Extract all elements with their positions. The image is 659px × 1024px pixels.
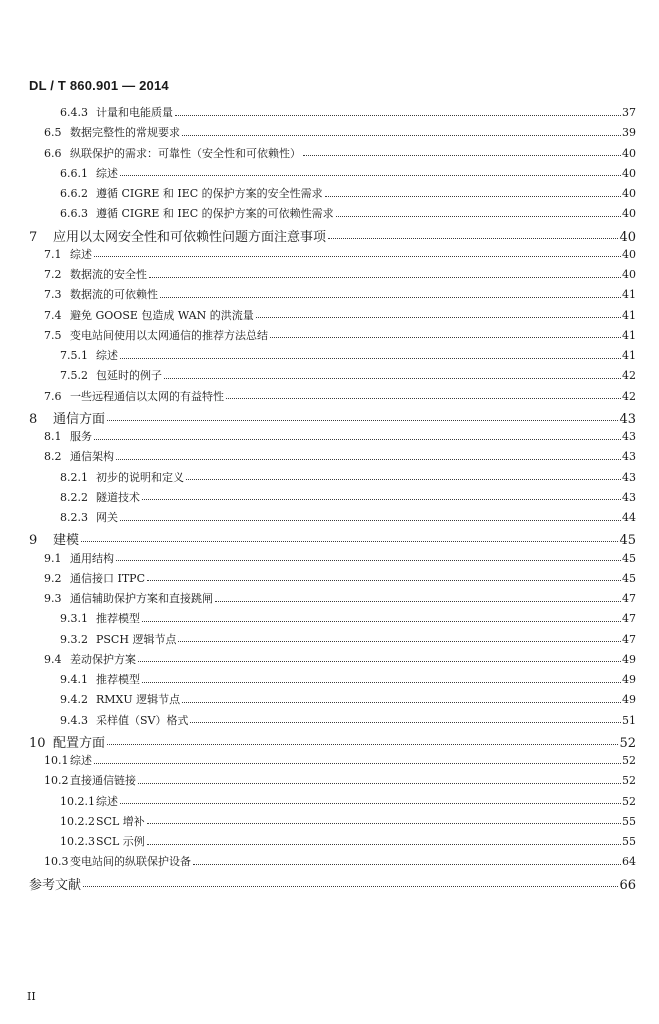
toc-entry-page: 52 <box>619 735 636 751</box>
toc-entry-page: 41 <box>622 288 636 302</box>
toc-entry[interactable] <box>44 145 636 161</box>
toc-entry-title: 建模 <box>53 533 80 549</box>
toc-entry-title: 配置方面 <box>53 735 106 751</box>
toc-entry-number: 9.4.3 <box>60 713 88 727</box>
dot-leader <box>186 479 621 480</box>
dot-leader <box>182 702 621 703</box>
toc-entry-page: 43 <box>622 450 636 464</box>
toc-entry-title: 变电站间的纵联保护设备 <box>70 855 191 869</box>
toc-entry-number: 9.3.1 <box>60 612 88 626</box>
toc-entry-number: 7.5.2 <box>60 369 88 383</box>
toc-entry-number: 10.2 <box>44 774 69 788</box>
toc-entry-title: 初步的说明和定义 <box>96 470 184 484</box>
dot-leader <box>336 216 621 217</box>
toc-entry-title: 数据流的安全性 <box>70 268 147 281</box>
toc-entry-page: 55 <box>622 835 636 848</box>
toc-entry-number: 8.2.2 <box>60 490 88 504</box>
toc-entry-page: 43 <box>619 411 636 427</box>
toc-entry-number: 6.5 <box>44 126 62 140</box>
toc-entry-page: 45 <box>619 533 636 549</box>
toc-entry-number: 8.2 <box>44 450 62 464</box>
dot-leader <box>215 601 621 602</box>
toc-entry-page: 52 <box>622 754 636 767</box>
toc-entry-page: 52 <box>622 774 636 788</box>
toc-entry[interactable] <box>29 226 636 245</box>
dot-leader <box>193 864 621 865</box>
toc-entry-number: 9.4.1 <box>60 673 88 686</box>
toc-entry-number: 10.2.3 <box>60 835 95 848</box>
dot-leader <box>107 744 618 745</box>
toc-entry-page: 41 <box>622 308 636 322</box>
toc-entry-title: 综述 <box>96 349 118 362</box>
dot-leader <box>226 398 621 399</box>
toc-entry[interactable] <box>60 691 636 707</box>
toc-entry[interactable] <box>60 205 636 221</box>
toc-entry-page: 42 <box>622 369 636 383</box>
toc-entry[interactable] <box>44 307 636 323</box>
toc-entry-number: 7 <box>29 229 38 245</box>
dot-leader <box>94 439 621 440</box>
toc-entry-page: 37 <box>622 106 636 119</box>
toc-entry-title: SCL 示例 <box>96 835 145 848</box>
toc-entry[interactable] <box>44 428 636 444</box>
dot-leader <box>142 682 621 683</box>
toc-entry-page: 40 <box>622 187 636 200</box>
toc-entry[interactable] <box>29 408 636 427</box>
toc-entry-number: 10 <box>29 735 46 751</box>
toc-entry[interactable] <box>60 104 636 120</box>
toc-entry-page: 45 <box>622 571 636 585</box>
dot-leader <box>120 520 621 521</box>
toc-entry[interactable] <box>44 388 636 404</box>
toc-entry[interactable] <box>60 165 636 181</box>
dot-leader <box>256 317 621 318</box>
toc-entry-title: 综述 <box>96 794 118 808</box>
toc-entry[interactable] <box>44 590 636 606</box>
toc-entry-page: 49 <box>622 693 636 707</box>
dot-leader <box>120 358 621 359</box>
dot-leader <box>147 580 621 581</box>
toc-entry[interactable] <box>60 712 636 728</box>
toc-entry[interactable] <box>44 550 636 566</box>
toc-entry[interactable] <box>44 327 636 343</box>
toc-entry-number: 7.3 <box>44 288 62 302</box>
dot-leader <box>116 459 621 460</box>
dot-leader <box>81 541 618 542</box>
toc-entry-page: 42 <box>622 389 636 403</box>
toc-entry-number: 6.4.3 <box>60 106 88 119</box>
toc-entry-number: 7.6 <box>44 389 62 403</box>
toc-entry-number: 7.2 <box>44 268 62 281</box>
toc-entry-page: 41 <box>622 349 636 362</box>
toc-entry[interactable] <box>60 185 636 201</box>
toc-entry-title: 采样值（SV）格式 <box>96 713 189 727</box>
toc-entry[interactable] <box>44 752 636 768</box>
toc-entry-page: 47 <box>622 612 636 626</box>
toc-entry-number: 6.6.2 <box>60 187 88 200</box>
dot-leader <box>94 256 621 257</box>
toc-entry-page: 66 <box>619 877 636 893</box>
dot-leader <box>120 175 621 176</box>
toc-entry-page: 49 <box>622 673 636 686</box>
toc-entry[interactable] <box>44 853 636 869</box>
toc-entry-number: 6.6 <box>44 146 62 160</box>
dot-leader <box>270 337 621 338</box>
dot-leader <box>138 783 621 784</box>
toc-entry-number: 7.5 <box>44 328 62 342</box>
dot-leader <box>120 803 621 804</box>
toc-entry[interactable] <box>44 246 636 262</box>
toc-entry-number: 8.2.3 <box>60 511 88 524</box>
toc-entry[interactable] <box>60 631 636 647</box>
toc-entry[interactable] <box>44 651 636 667</box>
toc-entry-page: 64 <box>622 855 636 869</box>
toc-entry-number: 9 <box>29 533 38 549</box>
toc-entry-page: 40 <box>622 166 636 180</box>
toc-entry-number: 9.3.2 <box>60 632 88 646</box>
page-number: II <box>27 990 36 1003</box>
toc-entry-page: 43 <box>622 490 636 504</box>
toc-entry-number: 7.4 <box>44 308 62 322</box>
toc-entry-number: 8.2.1 <box>60 470 88 484</box>
toc-entry-page: 45 <box>622 551 636 565</box>
toc-entry-number: 6.6.1 <box>60 166 88 180</box>
toc-entry[interactable] <box>44 570 636 586</box>
toc-entry-number: 8 <box>29 411 38 427</box>
toc-entry-number: 10.3 <box>44 855 69 869</box>
toc-entry-title: PSCH 逻辑节点 <box>96 632 177 646</box>
toc-entry[interactable] <box>60 367 636 383</box>
toc-entry[interactable] <box>44 266 636 282</box>
toc-entry[interactable] <box>60 793 636 809</box>
toc-entry[interactable] <box>29 529 636 548</box>
toc-entry-title: 推荐模型 <box>96 612 140 626</box>
toc-entry-title: 避免 GOOSE 包造成 WAN 的洪流量 <box>70 308 254 322</box>
dot-leader <box>138 661 621 662</box>
dot-leader <box>182 135 621 136</box>
dot-leader <box>175 115 621 116</box>
toc-entry-title: 变电站间使用以太网通信的推荐方法总结 <box>70 328 268 342</box>
toc-entry-title: 网关 <box>96 511 118 524</box>
toc-entry[interactable] <box>29 874 636 893</box>
toc-entry-number: 9.2 <box>44 571 62 585</box>
toc-entry-page: 47 <box>622 592 636 605</box>
toc-entry-number: 6.6.3 <box>60 207 88 221</box>
dot-leader <box>107 420 618 421</box>
toc-entry-title: 通信架构 <box>70 450 114 464</box>
toc-entry-number: 10.2.2 <box>60 814 95 828</box>
dot-leader <box>328 238 618 239</box>
toc-entry-page: 43 <box>622 430 636 443</box>
toc-entry[interactable] <box>60 469 636 485</box>
toc-entry-page: 40 <box>622 268 636 281</box>
toc-entry-number: 10.2.1 <box>60 794 95 808</box>
toc-entry-number: 9.4 <box>44 652 62 666</box>
toc-entry-number: 7.1 <box>44 247 62 261</box>
toc-entry-title: 一些远程通信以太网的有益特性 <box>70 389 224 403</box>
toc-entry-page: 44 <box>622 511 636 524</box>
dot-leader <box>142 499 621 500</box>
toc-entry-page: 47 <box>622 632 636 646</box>
toc-entry-title: 隧道技术 <box>96 490 140 504</box>
toc-entry-title: 通信辅助保护方案和直接跳闸 <box>70 592 213 605</box>
toc-entry-number: 10.1 <box>44 754 69 767</box>
toc-entry[interactable] <box>60 833 636 849</box>
toc-entry-page: 40 <box>622 247 636 261</box>
toc-entry-title: 综述 <box>70 247 92 261</box>
dot-leader <box>325 196 621 197</box>
toc-entry-number: 7.5.1 <box>60 349 88 362</box>
dot-leader <box>147 823 621 824</box>
toc-entry-number: 9.3 <box>44 592 62 605</box>
toc-entry-title: 综述 <box>96 166 118 180</box>
dot-leader <box>83 886 618 887</box>
toc-entry[interactable] <box>60 347 636 363</box>
toc-entry-number: 9.1 <box>44 551 62 565</box>
toc-entry-page: 43 <box>622 470 636 484</box>
toc-entry-title: 综述 <box>70 754 92 767</box>
toc-entry-page: 49 <box>622 652 636 666</box>
toc-entry[interactable] <box>44 124 636 140</box>
toc-entry-page: 40 <box>622 207 636 221</box>
toc-entry-page: 39 <box>622 126 636 140</box>
toc-entry-page: 52 <box>622 794 636 808</box>
dot-leader <box>142 621 621 622</box>
dot-leader <box>147 844 621 845</box>
toc-entry-title: RMXU 逻辑节点 <box>96 693 181 707</box>
toc-entry[interactable] <box>60 489 636 505</box>
toc-entry[interactable] <box>44 448 636 464</box>
toc-entry-title: 通信方面 <box>53 411 106 427</box>
toc-entry-title: 服务 <box>70 430 92 443</box>
toc-entry-title: 差动保护方案 <box>70 652 136 666</box>
toc-entry-page: 55 <box>622 814 636 828</box>
toc-entry[interactable] <box>60 610 636 626</box>
toc-entry-title: 推荐模型 <box>96 673 140 686</box>
toc-entry-page: 40 <box>619 229 636 245</box>
toc-entry-title: 数据完整性的常规要求 <box>70 126 180 140</box>
dot-leader <box>149 277 621 278</box>
dot-leader <box>94 763 621 764</box>
toc-entry[interactable] <box>60 813 636 829</box>
toc-entry-page: 51 <box>622 713 636 727</box>
toc-entry[interactable] <box>44 772 636 788</box>
toc-entry-number: 8.1 <box>44 430 62 443</box>
dot-leader <box>178 641 621 642</box>
dot-leader <box>303 155 621 156</box>
toc-entry-title: 参考文献 <box>29 877 82 893</box>
toc-entry[interactable] <box>29 732 636 751</box>
toc-entry-title: 遵循 CIGRE 和 IEC 的保护方案的安全性需求 <box>96 187 323 200</box>
toc-entry-title: SCL 增补 <box>96 814 145 828</box>
toc-entry-title: 通用结构 <box>70 551 114 565</box>
toc-entry-title: 应用以太网安全性和可依赖性问题方面注意事项 <box>53 229 327 245</box>
toc-entry-title: 直接通信链接 <box>70 774 136 788</box>
document-id: DL / T 860.901 — 2014 <box>29 78 169 93</box>
dot-leader <box>164 378 621 379</box>
toc-entry-page: 41 <box>622 328 636 342</box>
toc-entry-title: 数据流的可依赖性 <box>70 288 158 302</box>
dot-leader <box>190 722 621 723</box>
toc-entry-title: 计量和电能质量 <box>96 106 173 119</box>
toc-entry-title: 纵联保护的需求：可靠性（安全性和可依赖性） <box>70 146 301 160</box>
dot-leader <box>116 560 621 561</box>
toc-entry-title: 遵循 CIGRE 和 IEC 的保护方案的可依赖性需求 <box>96 207 334 221</box>
toc-entry-number: 9.4.2 <box>60 693 88 707</box>
toc-entry[interactable] <box>60 671 636 687</box>
toc-entry[interactable] <box>44 286 636 302</box>
toc-entry-title: 包延时的例子 <box>96 369 162 383</box>
toc-entry[interactable] <box>60 509 636 525</box>
dot-leader <box>160 297 621 298</box>
toc-entry-title: 通信接口 ITPC <box>70 571 145 585</box>
toc-entry-page: 40 <box>622 146 636 160</box>
